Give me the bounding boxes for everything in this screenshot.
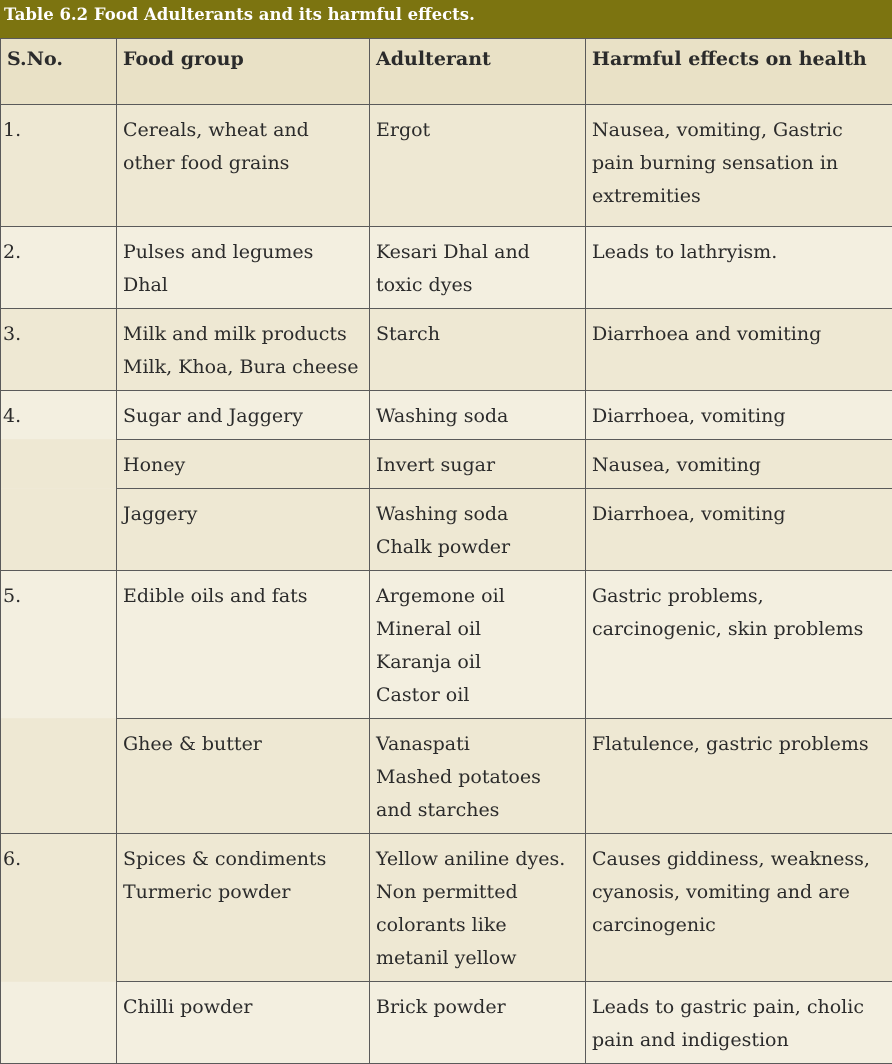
cell-text-line: Flatulence, gastric problems: [592, 728, 886, 761]
cell-text-line: 3.: [3, 318, 110, 351]
cell-text-line: 4.: [3, 400, 110, 433]
cell-food-group: [117, 834, 370, 982]
cell-text-line: Honey: [123, 449, 363, 482]
header-adulterant: Adulterant: [370, 39, 586, 105]
cell-harmful-effects: [586, 440, 892, 489]
cell-text-line: and starches: [376, 794, 579, 827]
cell-text-line: 6.: [3, 843, 110, 876]
cell-text-line: 5.: [3, 580, 110, 613]
table-row: [1, 440, 892, 489]
cell-text-line: Vanaspati: [376, 728, 579, 761]
cell-sno: [1, 719, 117, 834]
header-food-group: Food group: [117, 39, 370, 105]
header-row: [1, 39, 892, 105]
cell-food-group: [117, 719, 370, 834]
cell-adulterant: [370, 489, 586, 571]
cell-harmful-effects: [586, 571, 892, 719]
cell-sno: [1, 105, 117, 227]
cell-text-line: Mashed potatoes: [376, 761, 579, 794]
cell-text-line: carcinogenic: [592, 909, 886, 942]
cell-adulterant: [370, 571, 586, 719]
cell-sno: [1, 982, 117, 1064]
table-row: [1, 227, 892, 309]
cell-food-group: [117, 571, 370, 719]
cell-food-group: [117, 105, 370, 227]
cell-text-line: Karanja oil: [376, 646, 579, 679]
cell-harmful-effects: [586, 834, 892, 982]
cell-text-line: Starch: [376, 318, 579, 351]
cell-harmful-effects: [586, 719, 892, 834]
cell-text-line: Non permitted: [376, 876, 579, 909]
cell-harmful-effects: [586, 982, 892, 1064]
cell-food-group: [117, 227, 370, 309]
cell-adulterant: [370, 227, 586, 309]
cell-text-line: Chalk powder: [376, 531, 579, 564]
cell-text-line: Nausea, vomiting: [592, 449, 886, 482]
cell-text-line: Milk and milk products: [123, 318, 363, 351]
cell-text-line: 1.: [3, 114, 110, 147]
header-harmful-effects: Harmful effects on health: [586, 39, 892, 105]
cell-adulterant: [370, 105, 586, 227]
table-row: [1, 571, 892, 719]
cell-sno: [1, 834, 117, 982]
cell-food-group: [117, 489, 370, 571]
cell-text-line: 2.: [3, 236, 110, 269]
cell-text-line: Kesari Dhal and: [376, 236, 579, 269]
cell-text-line: cyanosis, vomiting and are: [592, 876, 886, 909]
cell-adulterant: [370, 982, 586, 1064]
cell-adulterant: [370, 440, 586, 489]
header-sno: S.No.: [1, 39, 117, 105]
cell-text-line: extremities: [592, 180, 886, 213]
cell-food-group: [117, 309, 370, 391]
adulterants-table: [0, 38, 892, 1064]
cell-text-line: Diarrhoea and vomiting: [592, 318, 886, 351]
table-row: [1, 719, 892, 834]
cell-text-line: pain burning sensation in: [592, 147, 886, 180]
cell-text-line: Yellow aniline dyes.: [376, 843, 579, 876]
cell-text-line: Castor oil: [376, 679, 579, 712]
cell-text-line: metanil yellow: [376, 942, 579, 975]
cell-text-line: Mineral oil: [376, 613, 579, 646]
cell-sno: [1, 227, 117, 309]
cell-text-line: pain and indigestion: [592, 1024, 886, 1057]
cell-text-line: Cereals, wheat and: [123, 114, 363, 147]
cell-text-line: Turmeric powder: [123, 876, 363, 909]
cell-text-line: Invert sugar: [376, 449, 579, 482]
cell-food-group: [117, 440, 370, 489]
cell-text-line: Brick powder: [376, 991, 579, 1024]
cell-text-line: Sugar and Jaggery: [123, 400, 363, 433]
cell-food-group: [117, 391, 370, 440]
cell-text-line: Nausea, vomiting, Gastric: [592, 114, 886, 147]
cell-text-line: Edible oils and fats: [123, 580, 363, 613]
cell-sno: [1, 440, 117, 489]
cell-text-line: Ghee & butter: [123, 728, 363, 761]
cell-sno: [1, 309, 117, 391]
cell-text-line: Leads to gastric pain, cholic: [592, 991, 886, 1024]
cell-harmful-effects: [586, 391, 892, 440]
cell-text-line: Chilli powder: [123, 991, 363, 1024]
cell-text-line: colorants like: [376, 909, 579, 942]
cell-text-line: Leads to lathryism.: [592, 236, 886, 269]
cell-sno: [1, 571, 117, 719]
cell-adulterant: [370, 719, 586, 834]
cell-harmful-effects: [586, 227, 892, 309]
cell-adulterant: [370, 834, 586, 982]
table-body: [1, 105, 892, 1064]
cell-harmful-effects: [586, 489, 892, 571]
cell-food-group: [117, 982, 370, 1064]
cell-text-line: Causes giddiness, weakness,: [592, 843, 886, 876]
cell-harmful-effects: [586, 105, 892, 227]
cell-text-line: Washing soda: [376, 400, 579, 433]
table-row: [1, 309, 892, 391]
cell-adulterant: [370, 391, 586, 440]
cell-text-line: Ergot: [376, 114, 579, 147]
cell-text-line: toxic dyes: [376, 269, 579, 302]
cell-sno: [1, 489, 117, 571]
cell-text-line: Spices & condiments: [123, 843, 363, 876]
cell-text-line: Diarrhoea, vomiting: [592, 400, 886, 433]
cell-text-line: carcinogenic, skin problems: [592, 613, 886, 646]
cell-text-line: Jaggery: [123, 498, 363, 531]
table-title: Table 6.2 Food Adulterants and its harmful effects.: [0, 0, 892, 38]
table-row: [1, 982, 892, 1064]
cell-text-line: other food grains: [123, 147, 363, 180]
cell-text-line: Gastric problems,: [592, 580, 886, 613]
cell-text-line: Pulses and legumes: [123, 236, 363, 269]
cell-text-line: Diarrhoea, vomiting: [592, 498, 886, 531]
cell-harmful-effects: [586, 309, 892, 391]
cell-sno: [1, 391, 117, 440]
cell-text-line: Argemone oil: [376, 580, 579, 613]
table-row: [1, 105, 892, 227]
table-row: [1, 834, 892, 982]
table-row: [1, 489, 892, 571]
cell-text-line: Washing soda: [376, 498, 579, 531]
cell-adulterant: [370, 309, 586, 391]
cell-text-line: Milk, Khoa, Bura cheese: [123, 351, 363, 384]
cell-text-line: Dhal: [123, 269, 363, 302]
table-row: [1, 391, 892, 440]
